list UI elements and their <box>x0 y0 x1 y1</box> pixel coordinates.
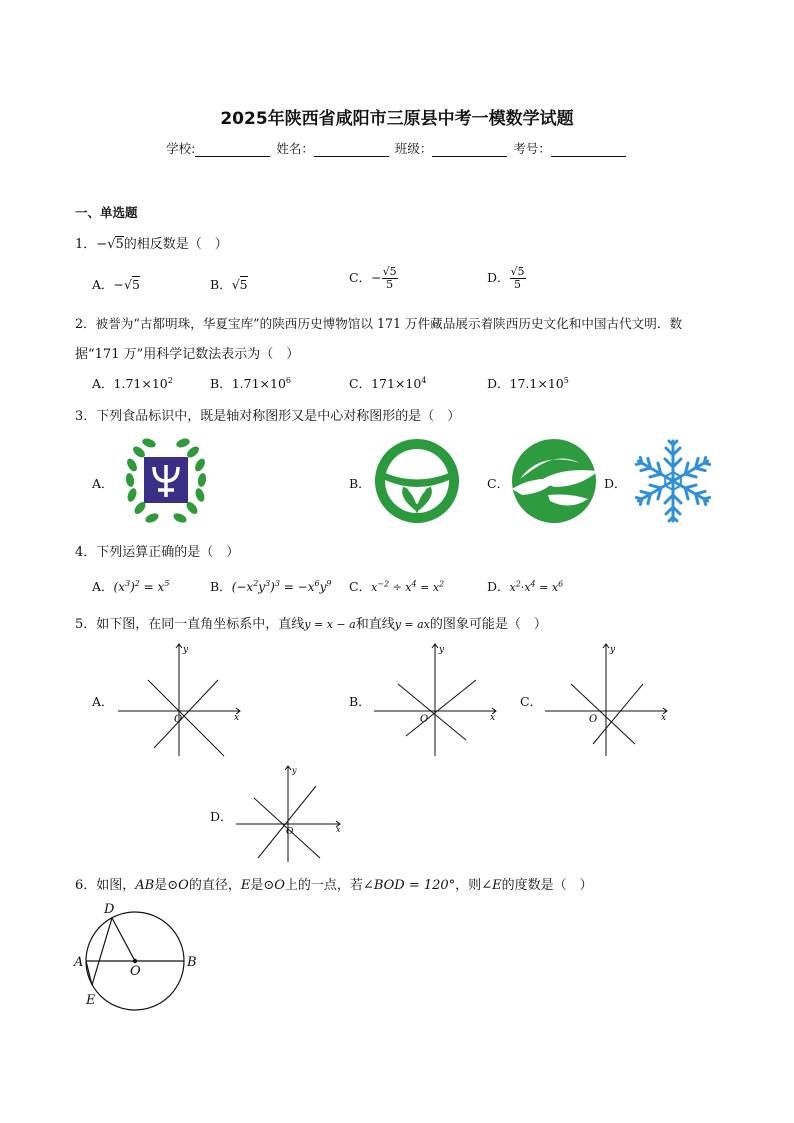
q1-number: 1． <box>75 237 97 252</box>
q2-option-a[interactable] <box>92 374 173 392</box>
q6-ab: AB <box>135 878 155 893</box>
exam-no-blank <box>551 144 626 157</box>
section-heading: 一、单选题 <box>75 205 138 220</box>
fraction <box>510 266 526 291</box>
q5-text-mid: 和直线 <box>355 617 395 632</box>
y-axis-label: y <box>183 645 189 655</box>
numerator-radicand: 5 <box>389 265 397 278</box>
q3-label-b[interactable]: B． <box>349 476 371 491</box>
snowflake-icon[interactable] <box>628 436 718 526</box>
x-axis-label: x <box>336 825 341 834</box>
q6-text: 的直径， <box>188 878 241 893</box>
class-blank <box>432 144 507 157</box>
question-2-line1: 2．被誉为“古都明珠，华夏宝库”的陕西历史博物馆以 171 万件藏品展示着陕西历史文化和中国古代文明．数 <box>75 316 683 331</box>
question-6-stem <box>75 874 593 893</box>
x-axis-label: x <box>661 713 667 723</box>
q6-angle-e: ∠E <box>481 878 502 893</box>
q6-angle-bod: ∠BOD = 120° <box>362 878 456 893</box>
q2-option-b[interactable] <box>210 374 291 392</box>
x-axis-label: x <box>234 713 240 723</box>
origin-label: O <box>420 714 429 725</box>
q5-equation-1: y = x − a <box>304 618 356 631</box>
q1-radicand: 5 <box>115 237 124 252</box>
point-a-label: A <box>74 955 84 970</box>
q4-option-d[interactable]: D．$x^2\cdot x^4 = x^6$ <box>487 579 564 594</box>
sqrt-symbol: √ <box>231 277 240 292</box>
y-axis-label: y <box>292 766 297 775</box>
q5-label-b[interactable]: B． <box>349 694 371 709</box>
question-4-stem: 4．下列运算正确的是（ ） <box>75 545 240 560</box>
q1-option-a[interactable] <box>92 275 140 293</box>
y-axis-label: y <box>439 645 445 655</box>
school-label: 学校: <box>166 141 196 156</box>
q6-circle: ⊙O <box>167 878 189 893</box>
option-radicand: 5 <box>131 277 140 292</box>
exam-title: 2025年陕西省咸阳市三原县中考一模数学试题 <box>220 109 574 129</box>
q4-option-a[interactable]: A．$(x^3)^2 = x^5$ <box>92 579 170 594</box>
graph-a[interactable] <box>116 640 246 760</box>
point-b-label: B <box>187 955 197 970</box>
exam-no-label: 考号： <box>513 141 551 156</box>
option-exponent: 2 <box>167 375 173 385</box>
q5-label-a[interactable]: A． <box>92 694 114 709</box>
point-o-label: O <box>130 964 141 979</box>
q2-option-d[interactable] <box>487 374 569 392</box>
q5-text: 5．如下图，在同一直角坐标系中，直线 <box>75 617 305 632</box>
leaf-circle-logo-icon[interactable] <box>510 437 600 525</box>
option-label: B． <box>210 376 232 391</box>
option-sign: − <box>113 277 125 292</box>
x-axis-label: x <box>490 713 496 723</box>
option-label: D． <box>487 270 510 285</box>
q2-option-c[interactable] <box>349 374 426 392</box>
origin-label: O <box>174 714 183 725</box>
green-food-logo-icon[interactable] <box>374 438 460 524</box>
q4-option-b[interactable]: B．$(-x^2y^3)^3 = -x^6y^9$ <box>210 579 332 594</box>
q1-minus: − <box>96 237 108 252</box>
numerator-radicand: 5 <box>517 265 525 278</box>
q5-text-end: 的图象可能是（ ） <box>429 617 547 632</box>
student-info-row <box>0 139 794 157</box>
option-exponent: 6 <box>285 375 291 385</box>
point-d-label: D <box>104 902 115 917</box>
sqrt-symbol: √ <box>510 265 518 278</box>
name-blank <box>314 144 389 157</box>
q1-option-c[interactable] <box>349 266 398 291</box>
sqrt-symbol: √ <box>382 265 390 278</box>
graph-d[interactable] <box>234 762 346 866</box>
option-exponent: 4 <box>421 375 427 385</box>
circle-diagram <box>70 900 210 1018</box>
option-base: 17.1×10 <box>509 376 564 391</box>
denominator: 5 <box>514 278 522 291</box>
option-label: C． <box>349 579 372 594</box>
school-blank <box>195 144 270 157</box>
q6-text: 6．如图， <box>75 878 136 893</box>
q3-label-d[interactable]: D． <box>604 476 627 491</box>
q4-option-c[interactable]: C．$x^{-2} \div x^4 = x^2$ <box>349 579 445 594</box>
q6-text: 的度数是（ ） <box>501 878 593 893</box>
option-radicand: 5 <box>239 277 248 292</box>
graph-b[interactable] <box>372 640 502 760</box>
laurel-shield-logo-icon[interactable] <box>118 435 214 527</box>
option-base: 1.71×10 <box>231 376 286 391</box>
option-label: D． <box>487 579 510 594</box>
q6-text: 上的一点，若 <box>284 878 363 893</box>
y-axis-label: y <box>610 645 616 655</box>
option-label: C． <box>349 376 372 391</box>
option-label: C． <box>349 270 372 285</box>
origin-label: O <box>286 827 294 837</box>
q6-e: E <box>240 878 251 893</box>
q5-equation-2: y = ax <box>394 618 430 631</box>
question-5-stem <box>75 613 547 632</box>
option-label: B． <box>210 579 232 594</box>
option-sign: − <box>371 270 382 285</box>
sqrt-symbol: √ <box>124 277 132 292</box>
option-label: A． <box>92 579 114 594</box>
q6-text: 是 <box>154 878 168 893</box>
point-e-label: E <box>86 993 96 1008</box>
q3-label-c[interactable]: C． <box>487 476 510 491</box>
q6-circle: ⊙O <box>263 878 285 893</box>
graph-c[interactable] <box>543 640 673 760</box>
question-2-line2: 据“171 万”用科学记数法表示为（ ） <box>75 347 300 362</box>
question-3-stem: 3．下列食品标识中，既是轴对称图形又是中心对称图形的是（ ） <box>75 409 461 424</box>
option-base: 1.71×10 <box>113 376 168 391</box>
q1-option-b[interactable] <box>210 275 248 293</box>
q1-option-d[interactable] <box>487 266 526 291</box>
name-label: 姓名： <box>276 141 314 156</box>
class-label: 班级： <box>394 141 433 156</box>
fraction <box>382 266 398 291</box>
denominator: 5 <box>386 278 394 291</box>
q6-text: ，则 <box>455 878 482 893</box>
option-base: 171×10 <box>371 376 422 391</box>
q5-label-c[interactable]: C． <box>520 694 543 709</box>
option-label: D． <box>487 376 510 391</box>
option-label: B． <box>210 277 232 292</box>
option-label: A． <box>92 376 114 391</box>
q6-text: 是 <box>250 878 264 893</box>
q5-label-d[interactable]: D． <box>210 809 233 824</box>
q1-stem-text: 的相反数是（ ） <box>123 237 228 252</box>
origin-label: O <box>589 714 598 725</box>
q3-label-a[interactable]: A． <box>92 476 114 491</box>
sqrt-symbol: √ <box>107 237 116 252</box>
option-label: A． <box>92 277 114 292</box>
option-exponent: 5 <box>563 375 569 385</box>
question-1-stem <box>75 233 228 252</box>
